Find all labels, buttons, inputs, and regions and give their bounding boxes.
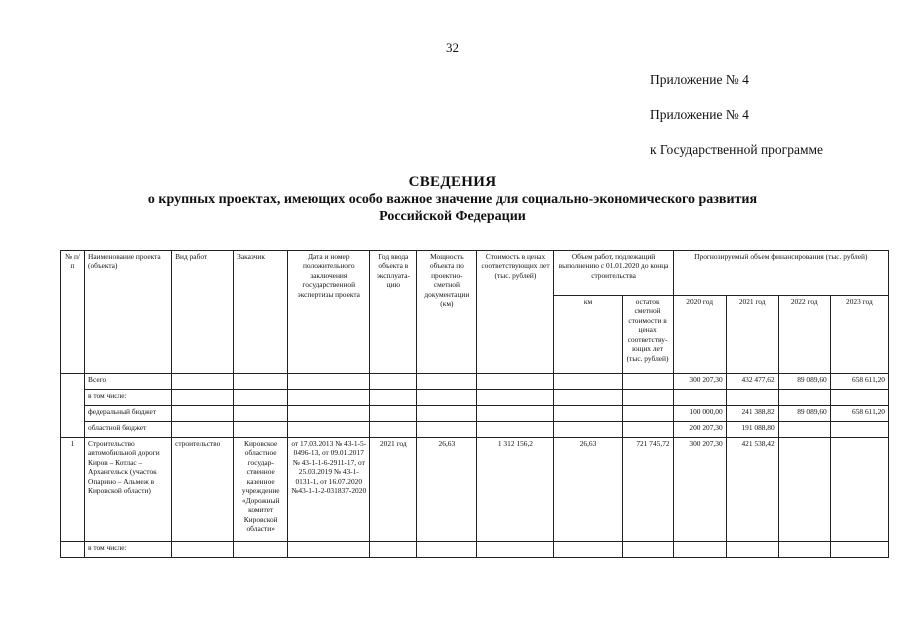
header-2021: 2021 год <box>726 296 778 374</box>
project-cost: 1 312 156,2 <box>477 438 554 542</box>
project-2021: 421 538,42 <box>726 438 778 542</box>
project-2023 <box>830 438 888 542</box>
value-2021 <box>726 390 778 406</box>
value-2023 <box>830 422 888 438</box>
value-2020: 100 000,00 <box>673 406 726 422</box>
projects-table <box>60 250 889 558</box>
row-label: областной бюджет <box>85 422 172 438</box>
header-name: Наименование проекта (объекта) <box>85 251 172 374</box>
value-2020: 300 207,30 <box>673 374 726 390</box>
header-remaining: остаток сметной стоимости в ценах соответству-ющих лет (тыс. рублей) <box>622 296 673 374</box>
value-2022 <box>778 390 830 406</box>
summary-row-including <box>61 390 889 406</box>
project-customer: Кировское областное государ-ственное казенное учреждение «Дорожный комитет Кировской области» <box>234 438 288 542</box>
project-expertise: от 17.03.2013 № 43-1-5-0496-13, от 09.01.2017 № 43-1-1-6-2911-17, от 25.03.2019 № 43-1-0131-1, от 16.07.2020 №43-1-1-2-031837-2020 <box>288 438 370 542</box>
header-capacity: Мощность объекта по проектно-сметной документации (км) <box>417 251 477 374</box>
appendix-line-2: Приложение № 4 <box>650 107 749 122</box>
project-commission-year: 2021 год <box>370 438 417 542</box>
value-2020: 200 207,30 <box>673 422 726 438</box>
value-2021: 191 088,80 <box>726 422 778 438</box>
header-work-type: Вид работ <box>172 251 234 374</box>
appendix-line-3: к Государственной программе <box>650 142 824 157</box>
header-num: № п/п <box>61 251 85 374</box>
document-subtitle-line-2: Российской Федерации <box>379 209 526 224</box>
project-work-type: строительство <box>172 438 234 542</box>
header-2022: 2022 год <box>778 296 830 374</box>
header-volume-group: Объем работ, подлежащий выполнению с 01.01.2020 до конца строительства <box>554 251 673 296</box>
header-2023: 2023 год <box>830 296 888 374</box>
project-name: Строительство автомобильной дороги Киров – Котлас – Архангельск (участок Опарино – Альмеж в Кировской области) <box>85 438 172 542</box>
project-2020: 300 207,30 <box>673 438 726 542</box>
header-customer: Заказчик <box>234 251 288 374</box>
document-title: СВЕДЕНИЯ <box>408 174 497 190</box>
project-2022 <box>778 438 830 542</box>
project-row <box>61 438 889 542</box>
value-2022 <box>778 422 830 438</box>
value-2022: 89 089,60 <box>778 374 830 390</box>
header-forecast-group: Прогнозируемый объем финансирования (тыс. рублей) <box>673 251 888 296</box>
value-2023: 658 611,20 <box>830 374 888 390</box>
document-subtitle-line-1: о крупных проектах, имеющих особо важное значение для социально-экономического развития <box>147 192 758 207</box>
project-km: 26,63 <box>554 438 622 542</box>
value-2023: 658 611,20 <box>830 406 888 422</box>
value-2021: 241 388,82 <box>726 406 778 422</box>
appendix-line-1: Приложение № 4 <box>650 72 749 87</box>
row-label: в том числе: <box>85 390 172 406</box>
row-label: Всего <box>85 374 172 390</box>
value-2021: 432 477,62 <box>726 374 778 390</box>
header-commission-year: Год ввода объекта в эксплуата-цию <box>370 251 417 374</box>
project-capacity: 26,63 <box>417 438 477 542</box>
header-expertise: Дата и номер положительного заключения государственной экспертизы проекта <box>288 251 370 374</box>
value-2020 <box>673 390 726 406</box>
project-num: 1 <box>61 438 85 542</box>
summary-row-regional <box>61 422 889 438</box>
value-2022: 89 089,60 <box>778 406 830 422</box>
value-2023 <box>830 390 888 406</box>
summary-row-total <box>61 374 889 390</box>
header-km: км <box>554 296 622 374</box>
row-label: в том числе: <box>85 542 172 558</box>
table-cell <box>61 374 85 438</box>
project-subrow <box>61 542 889 558</box>
row-label: федеральный бюджет <box>85 406 172 422</box>
page-number: 32 <box>446 40 459 55</box>
header-row-1 <box>61 251 889 296</box>
project-remaining: 721 745,72 <box>622 438 673 542</box>
header-cost: Стоимость в ценах соответствующих лет (тыс. рублей) <box>477 251 554 374</box>
header-2020: 2020 год <box>673 296 726 374</box>
summary-row-federal <box>61 406 889 422</box>
